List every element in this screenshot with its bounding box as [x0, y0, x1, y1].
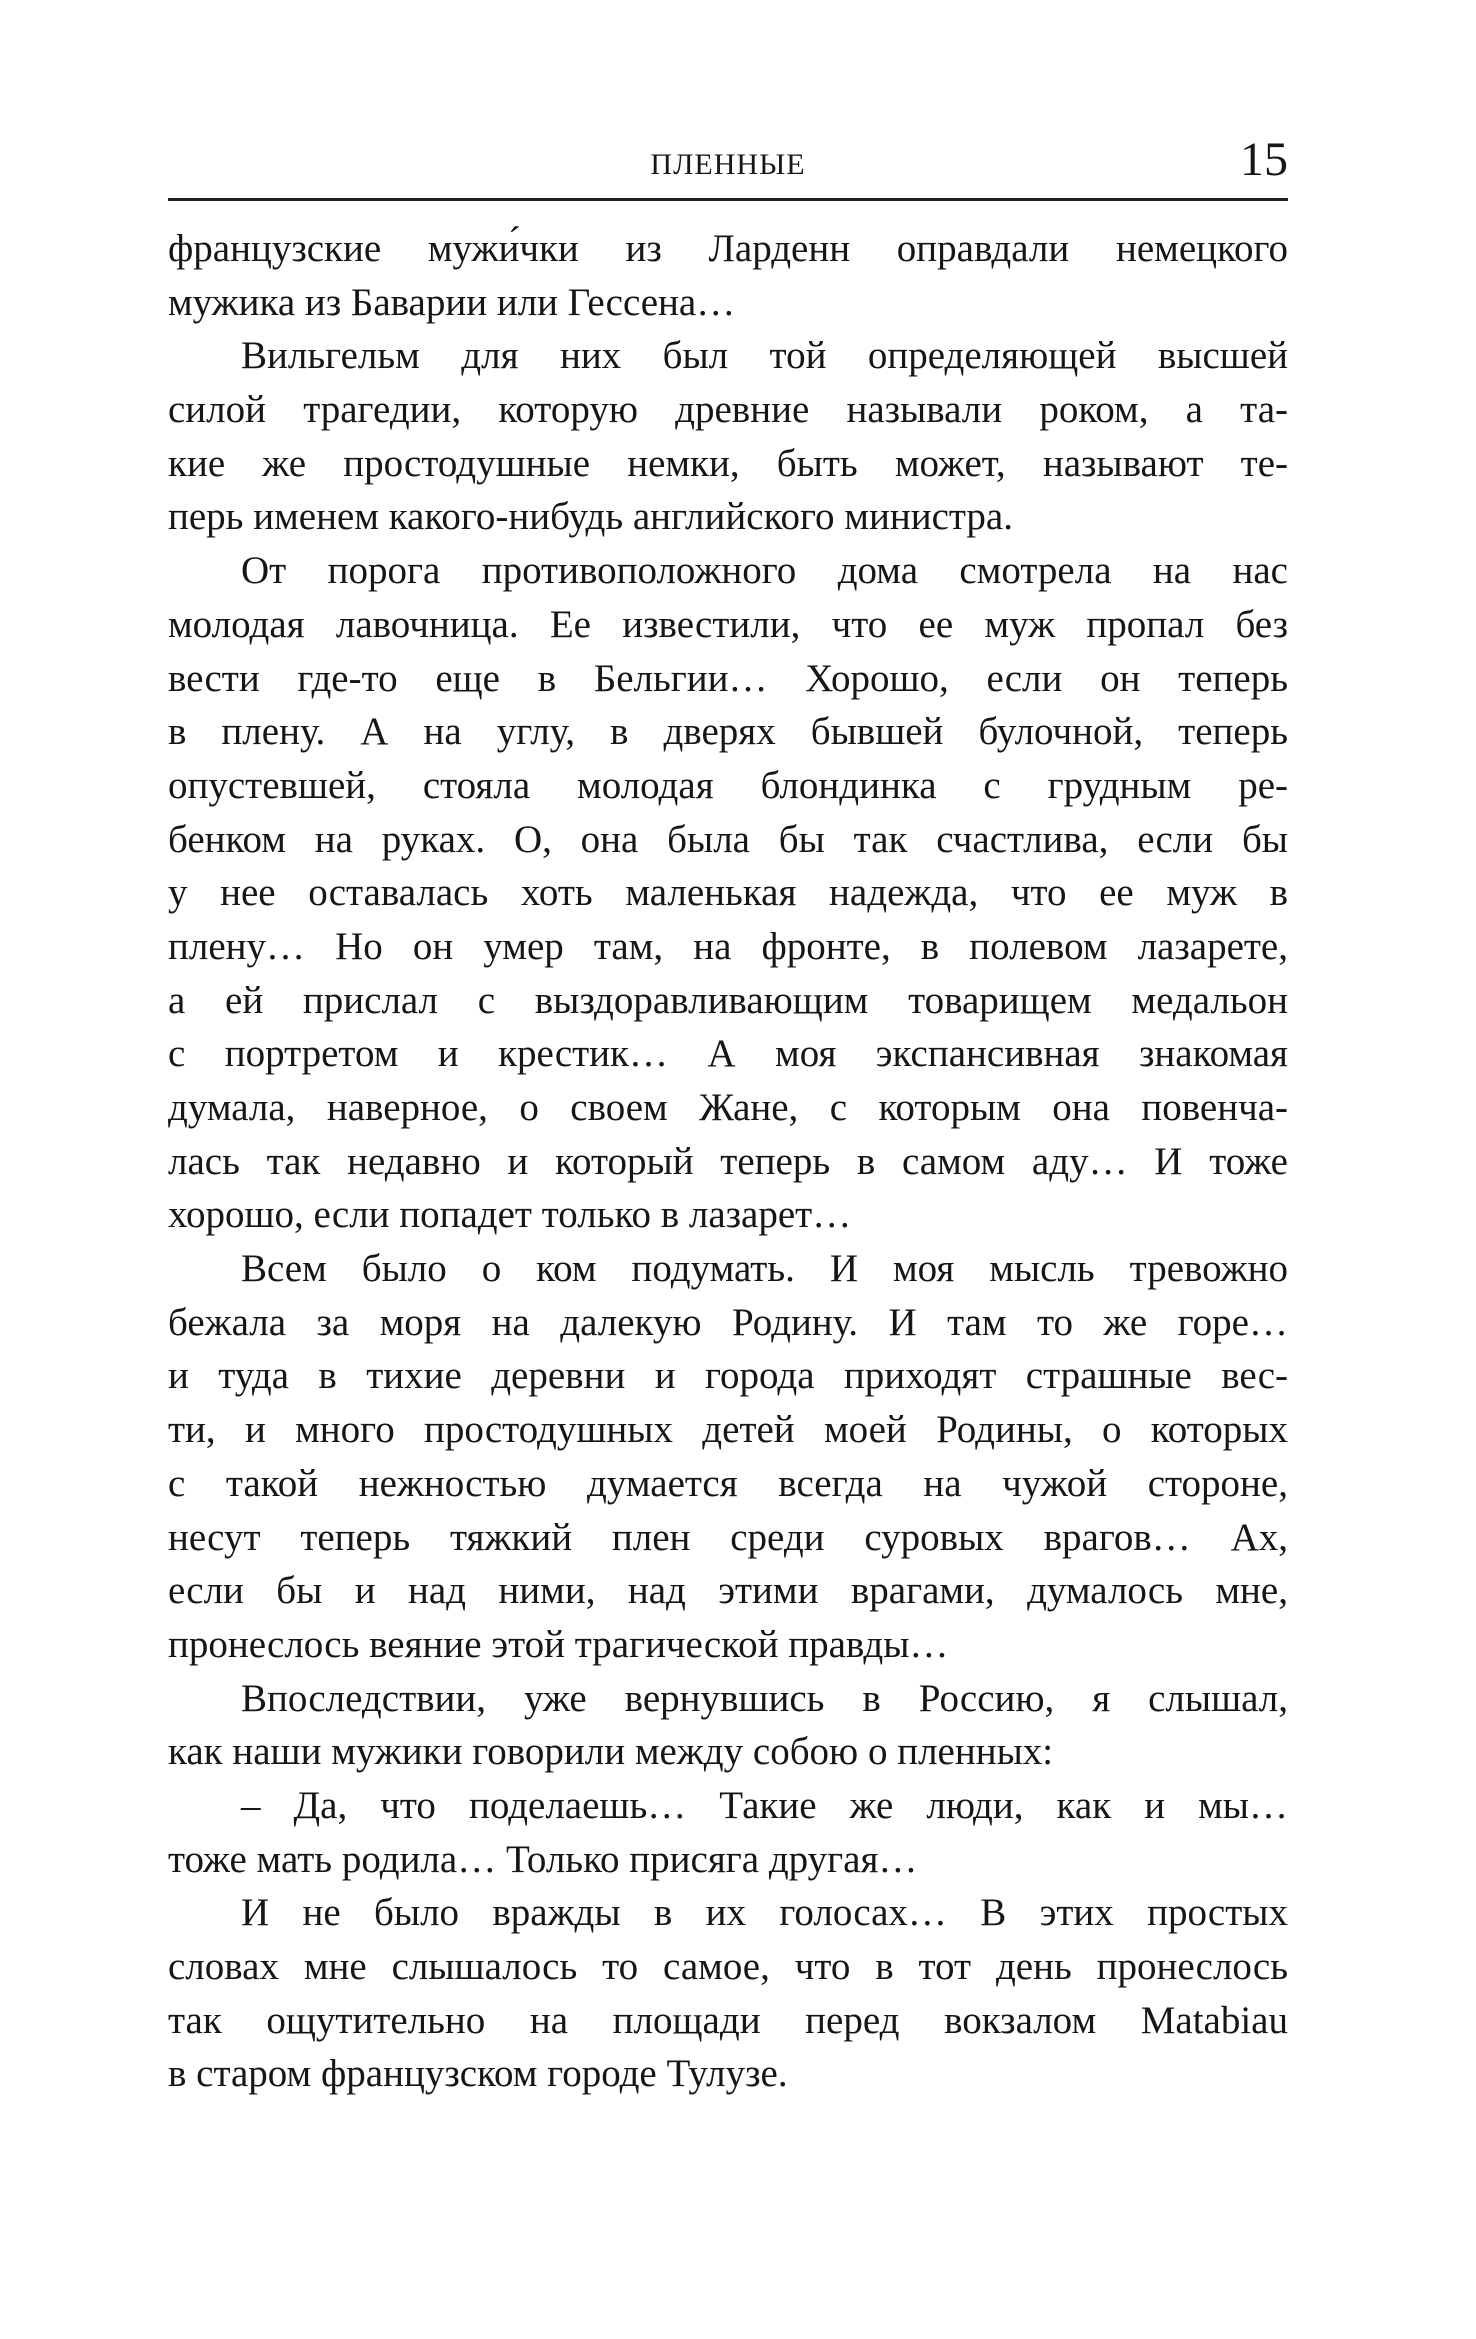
text-line: думала, наверное, о своем Жане, с которым она повенча-: [168, 1086, 1288, 1129]
text-line: вести где-то еще в Бельгии… Хорошо, если он теперь: [168, 656, 1288, 700]
text-line: пронеслось веяние этой трагической правды…: [168, 1622, 949, 1666]
text-line: с портретом и крестик… А моя экспансивная знакомая: [168, 1032, 1288, 1076]
page-number: 15: [1240, 133, 1288, 186]
text-line: с такой нежностью думается всегда на чужой стороне,: [168, 1461, 1288, 1505]
text-line: Всем было о ком подумать. И моя мысль тревожно: [241, 1247, 1288, 1291]
running-header: [168, 130, 1288, 194]
text-line: бежала за моря на далекую Родину. И там то же горе…: [168, 1300, 1288, 1344]
text-line: Впоследствии, уже вернувшись в Россию, я слышал,: [241, 1676, 1288, 1720]
text-line: как наши мужики говорили между собою о пленных:: [168, 1730, 1054, 1774]
text-line: и туда в тихие деревни и города приходят страшные вес-: [168, 1354, 1288, 1398]
text-line: – Да, что поделаешь… Такие же люди, как и мы…: [241, 1783, 1288, 1827]
text-line: кие же простодушные немки, быть может, называют те-: [168, 441, 1288, 485]
text-line: в старом французском городе Тулузе.: [168, 2052, 788, 2096]
text-line: плену… Но он умер там, на фронте, в полевом лазарете,: [168, 924, 1288, 968]
text-line: Вильгельм для них был той определяющей высшей: [241, 334, 1288, 378]
text-line: лась так недавно и который теперь в самом аду… И тоже: [168, 1139, 1288, 1183]
text-line: От порога противоположного дома смотрела на нас: [241, 549, 1288, 593]
text-line: силой трагедии, которую древние называли роком, а та-: [168, 388, 1288, 432]
text-line: несут теперь тяжкий плен среди суровых врагов… Ах,: [168, 1515, 1288, 1559]
text-line: так ощутительно на площади перед вокзалом Matabiau: [168, 1998, 1288, 2042]
text-line: опустевшей, стояла молодая блондинка с грудным ре-: [168, 763, 1288, 807]
running-title: ПЛЕННЫЕ: [650, 148, 806, 181]
text-line: тоже мать родила… Только присяга другая…: [168, 1837, 918, 1881]
text-line: словах мне слышалось то самое, что в тот день пронеслось: [168, 1945, 1288, 1988]
text-line: у нее оставалась хоть маленькая надежда, что ее муж в: [168, 871, 1288, 915]
text-line: французские мужи́чки из Ларденн оправдали немецкого: [168, 227, 1288, 270]
text-line: в плену. А на углу, в дверях бывшей булочной, теперь: [168, 710, 1288, 754]
text-line: хорошо, если попадет только в лазарет…: [168, 1193, 852, 1237]
body-text: [168, 222, 1288, 2101]
text-line: перь именем какого-нибудь английского министра.: [168, 495, 1013, 539]
text-line: молодая лавочница. Ее известили, что ее муж пропал без: [168, 602, 1288, 646]
text-line: бенком на руках. О, она была бы так счастлива, если бы: [168, 817, 1288, 861]
text-line: а ей прислал с выздоравливающим товарищем медальон: [168, 978, 1288, 1022]
text-line: ти, и много простодушных детей моей Родины, о которых: [168, 1408, 1288, 1452]
text-line: мужика из Баварии или Гессена…: [168, 280, 736, 324]
text-line: если бы и над ними, над этими врагами, думалось мне,: [168, 1569, 1288, 1613]
text-line: И не было вражды в их голосах… В этих простых: [241, 1891, 1288, 1935]
header-rule: [168, 198, 1288, 201]
